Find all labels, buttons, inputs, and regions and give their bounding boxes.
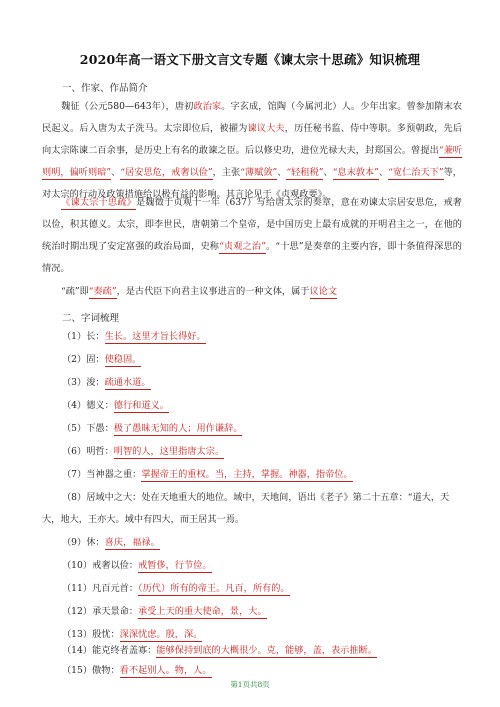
vocab-answer: 生长。这里才旨长得好。 — [104, 331, 206, 342]
highlight-genre-name: “奏疏” — [88, 286, 117, 297]
vocab-answer: 极了愚昧无知的人；用作谦辞。 — [113, 423, 243, 434]
vocab-item — [62, 395, 467, 417]
text: 、 — [111, 167, 121, 178]
text: ，主张 — [212, 167, 241, 178]
vocab-item — [62, 326, 467, 348]
vocab-item — [62, 601, 467, 623]
vocab-answer: 喜庆，福禄。 — [104, 537, 160, 548]
section-heading-vocab: 二、字词梳理 — [62, 313, 120, 324]
text: ，历任秘书监、侍中等职。多预朝政，先后向太宗陈谏二百余事，是历史上有名的敢谏之臣。后以修史功，进位光禄大夫，封郑国公。曾提出 — [42, 123, 463, 156]
vocab-term: （3）浚： — [62, 377, 105, 388]
text: 等，对太宗的行动及政策措施给以极有益的影响。其言论见于《贞观政要》。 — [42, 167, 462, 200]
vocab-item — [62, 418, 467, 440]
text: 是魏徵于贞观十一年（637）写给唐太宗的奏章，意在劝谏太宗居安思危，戒奢以俭，积其德义。太宗，即李世民，唐朝第二个皇帝，是中国历史上最有成就的开明君主之一，在他的统治时期出现了安定富强的政治局面，史称 — [42, 197, 462, 252]
text: 、 — [277, 167, 287, 178]
text: “疏”即 — [61, 286, 89, 297]
text: 。“十思”是奏章的主要内容，即十条值得深思的情况。 — [42, 241, 462, 274]
vocab-term: （6）明哲： — [62, 446, 114, 457]
vocab-term: （2）固： — [62, 354, 105, 365]
vocab-item — [62, 372, 467, 394]
highlight-genre-type: 议论文 — [309, 286, 338, 297]
vocab-answer: 能够保持到底的大概很少。克，能够，盖，表示推断。 — [156, 645, 377, 656]
highlight-quote-5: “息末敦本” — [332, 167, 379, 178]
highlight-quote-4: “轻租税” — [286, 167, 324, 178]
vocab-answer: 看不起别人。物，人。 — [119, 665, 212, 676]
paragraph-author-intro — [42, 96, 462, 206]
vocab-answer: 戒暂侈，行节俭。 — [138, 560, 212, 571]
highlight-quote-1: “兼听则明，偏听则暗” — [42, 145, 462, 178]
vocab-item — [62, 640, 467, 662]
vocab-term: （14）能克终者盖寡： — [62, 645, 157, 656]
page-footer: 第1页共8页 — [230, 680, 270, 689]
vocab-answer: 使稳固。 — [104, 354, 142, 365]
document-title: 2020年高一语文下册文言文专题《谏太宗十思疏》知识梳理 — [79, 52, 421, 67]
vocab-item — [62, 441, 467, 463]
vocab-item — [62, 578, 467, 600]
vocab-item — [62, 349, 467, 371]
vocab-answer: 处在天地重大的地位。域中，天地间，语出《老子》第二十五章：“道大，天大，地大，王亦大。域中有四大，而王居其一焉。 — [42, 492, 450, 525]
text: ，是古代臣下向君主议事进言的一种文体，属于 — [116, 286, 310, 297]
vocab-answer: （历代）所有的帝王。凡百，所有的。 — [138, 583, 290, 594]
vocab-term: （13）殷忧： — [62, 629, 120, 640]
text: 。字玄成，馆陶（今属河北）人。少年出家。曾参加隋末农民起义。后入唐为太子洗马。太宗即位后，被擢为 — [42, 101, 463, 134]
highlight-position: 谏议大夫 — [247, 123, 285, 134]
highlight-era-name: “贞观之治” — [219, 241, 266, 252]
vocab-term: （9）休： — [62, 537, 105, 548]
text: 魏征（公元580—643年），唐初 — [61, 101, 194, 112]
vocab-answer: 明智的人，这里指唐太宗。 — [113, 446, 225, 457]
vocab-term: （10）戒奢以俭： — [62, 560, 139, 571]
vocab-term: （5）下愚： — [62, 423, 114, 434]
vocab-answer: 疏通水道。 — [104, 377, 151, 388]
vocab-item — [62, 555, 467, 577]
vocab-item — [62, 464, 467, 486]
vocab-answer: 德行和道义。 — [113, 400, 169, 411]
vocab-term: （1）长： — [62, 331, 105, 342]
vocab-answer: 深深忧虑。殷，深。 — [119, 629, 203, 640]
paragraph-genre — [42, 281, 462, 303]
text: 、 — [378, 167, 389, 178]
vocab-term: （4）德义： — [62, 400, 114, 411]
highlight-quote-2: “居安思危，戒奢以俭” — [120, 167, 213, 178]
vocab-answer: 承受上天的重大使命，景，大。 — [138, 606, 267, 617]
vocab-term: （12）承天景命： — [62, 606, 139, 617]
vocab-item — [42, 487, 464, 531]
highlight-quote-6: “宽仁治天下” — [388, 167, 444, 178]
paragraph-work-intro — [42, 192, 462, 280]
vocab-term: （8）居域中之大： — [62, 492, 142, 503]
vocab-term: （7）当神器之重： — [62, 469, 142, 480]
vocab-answer: 掌握帝王的重权。当，主持，掌握。神器，指帝位。 — [141, 469, 353, 480]
highlight-role: 政治家 — [193, 101, 222, 112]
text: 、 — [323, 167, 333, 178]
highlight-work-title: 《谏太宗十思疏》 — [61, 197, 136, 208]
vocab-term: （15）傲物： — [62, 665, 120, 676]
vocab-item — [62, 532, 467, 554]
vocab-term: （11）凡百元首： — [62, 583, 139, 594]
highlight-quote-3: “薄赋敛” — [240, 167, 278, 178]
section-heading-author: 一、作家、作品简介 — [62, 83, 148, 94]
